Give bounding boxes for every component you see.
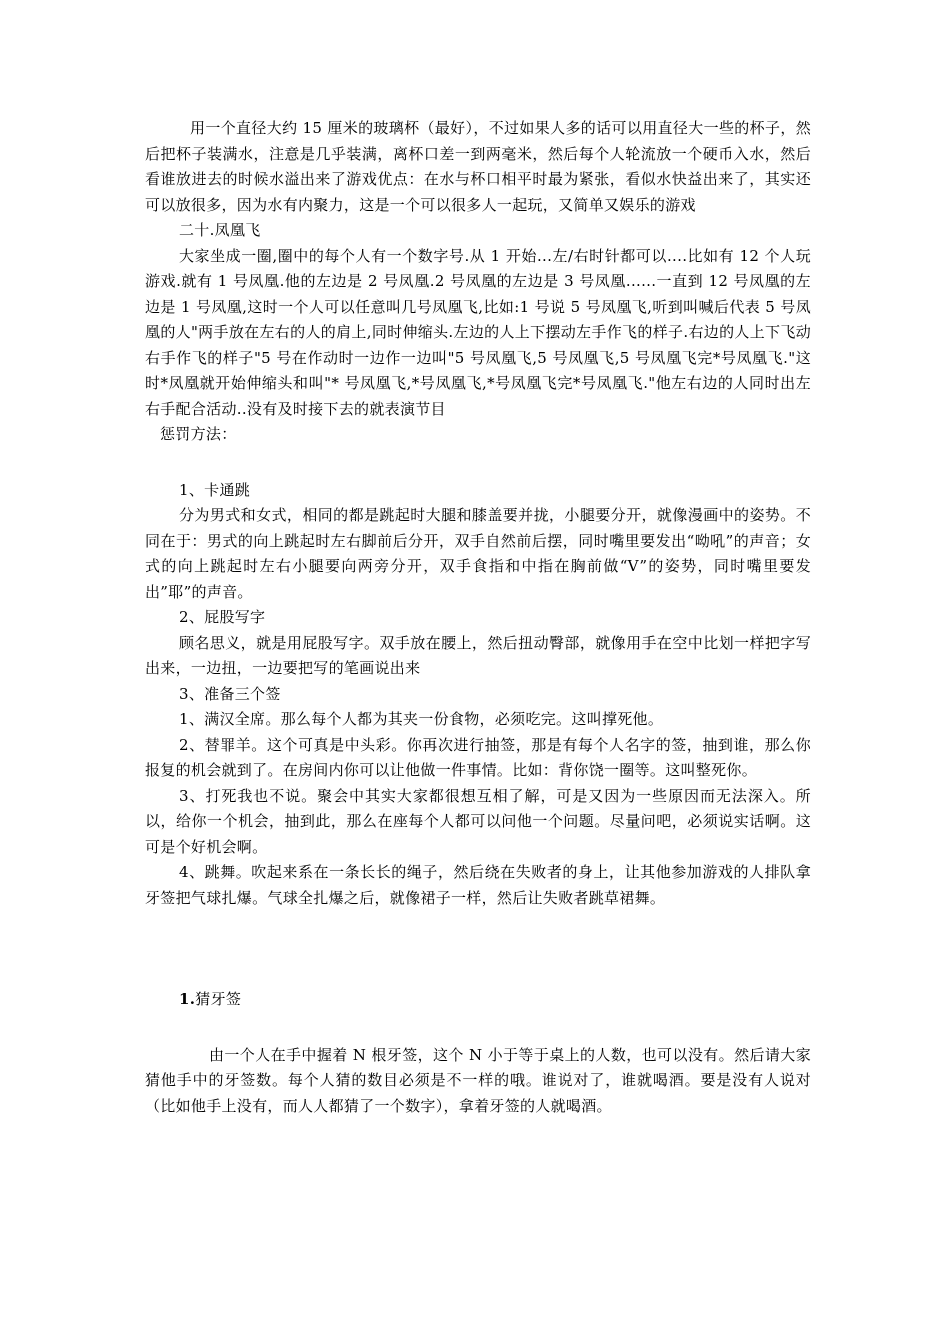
sub-item-3: 3、打死我也不说。聚会中其实大家都很想互相了解，可是又因为一些原因而无法深入。所以，给你一个机会，抽到此，那么在座每个人都可以问他一个问题。尽量问吧，必须说实话啊。这可是个好机会啊。 (145, 786, 811, 856)
item1-title: 1、卡通跳 (179, 480, 251, 499)
section-20-title: 二十.凤凰飞 (179, 221, 261, 239)
sub-item-4: 4、跳舞。吹起来系在一条长长的绳子，然后绕在失败者的身上，让其他参加游戏的人排队拿牙签把气球扎爆。气球全扎爆之后，就像裙子一样，然后让失败者跳草裙舞。 (145, 863, 811, 907)
penalty-label: 惩罚方法： (160, 425, 237, 443)
item2-title: 2、屁股写字 (179, 608, 266, 626)
guess-toothpick-title (145, 987, 811, 1013)
sub-item-2: 2、替罪羊。这个可真是中头彩。你再次进行抽签，那是有每个人名字的签，抽到谁，那么你报复的机会就到了。在房间内你可以让他做一件事情。比如：背你饶一圈等。这叫整死你。 (145, 735, 811, 779)
document-body (145, 116, 811, 1119)
sub-item-1: 1、满汉全席。那么每个人都为其夹一份食物，必须吃完。这叫撑死他。 (179, 710, 664, 728)
section-20-body: 大家坐成一圈,圈中的每个人有一个数字号.从 1 开始...左/右时针都可以....比如有 12 个人玩游戏.就有 1 号凤凰.他的左边是 2 号凤凰.2 号凤凰的左边是 3 号凤凰......一直到 12 号凤凰的左边是 1 号凤凰,这时一个人可以任意叫几号凤凰飞,比如:1 号说 5 号凤凰飞,听到叫喊后代表 5 号凤凰的人"两手放在左右的人的肩上,同时伸缩头.左边的人上下摆动左手作飞的样子.右边的人上下飞动右手作飞的样子"5 号在作动时一边作一边叫"5 号凤凰飞,5 号凤凰飞,5 号凤凰飞完*号凤凰飞."这时*凤凰就开始伸缩头和叫"* 号凤凰飞,*号凤凰飞,*号凤凰飞完*号凤凰飞."他左右边的人同时出左右手配合活动..没有及时接下去的就表演节目 (145, 246, 811, 418)
guess-title-number: 1. (179, 990, 196, 1008)
spacer (145, 448, 811, 478)
intro-paragraph: 用一个直径大约 15 厘米的玻璃杯（最好），不过如果人多的话可以用直径大一些的杯子，然后把杯子装满水，注意是几乎装满，离杯口差一到两毫米，然后每个人轮流放一个硬币入水，然后看谁放进去的时候水溢出来了游戏优点：在水与杯口相平时最为紧张，看似水快益出来了，其实还可以放很多，因为水有内聚力，这是一个可以很多人一起玩，又简单又娱乐的游戏 (145, 119, 811, 214)
guess-title-text: 猜牙签 (195, 990, 242, 1008)
spacer (145, 911, 811, 987)
item2-body: 顾名思义，就是用屁股写字。双手放在腰上，然后扭动臀部，就像用手在空中比划一样把字写出来，一边扭，一边要把写的笔画说出来 (145, 633, 811, 677)
guess-toothpick-body: 由一个人在手中握着 N 根牙签，这个 N 小于等于桌上的人数，也可以没有。然后请大家猜他手中的牙签数。每个人猜的数目必须是不一样的哦。谁说对了，谁就喝酒。要是没有人说对（比如他手上没有，而人人都猜了一个数字），拿着牙签的人就喝酒。 (145, 1045, 811, 1115)
spacer (145, 1013, 811, 1043)
item1-body: 分为男式和女式，相同的都是跳起时大腿和膝盖要并拢，小腿要分开，就像漫画中的姿势。不同在于：男式的向上跳起时左右脚前后分开，双手自然前后摆，同时嘴里要发出“呦吼”的声音；女式的向上跳起时左右小腿要向两旁分开，双手食指和中指在胸前做“V”的姿势，同时嘴里要发出”耶”的声音。 (145, 506, 811, 601)
item3-title: 3、准备三个签 (179, 684, 281, 703)
